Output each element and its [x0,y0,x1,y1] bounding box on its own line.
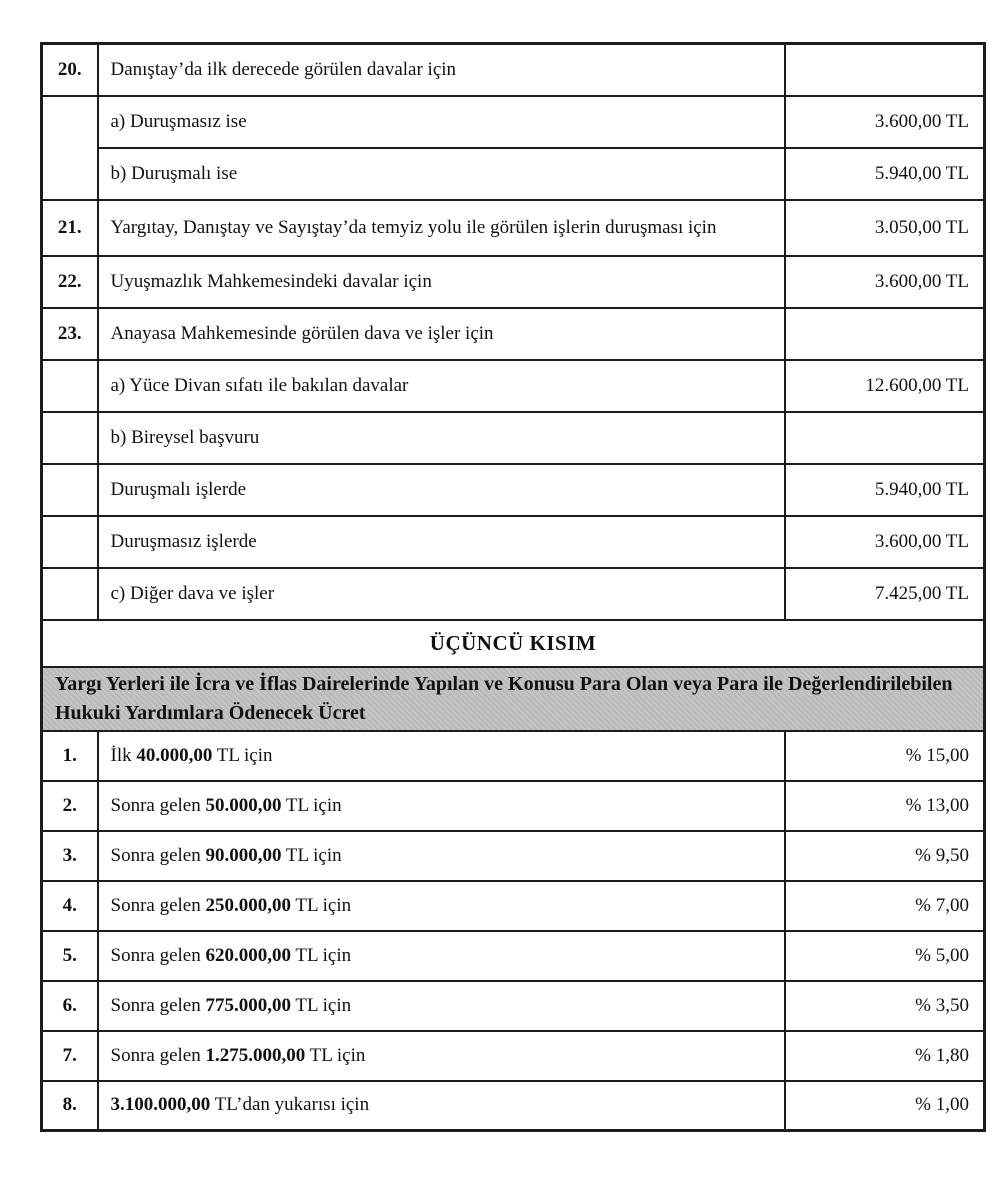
row-amount [785,412,985,464]
row-description: Sonra gelen 1.275.000,00 TL için [98,1031,785,1081]
row-number [42,464,98,516]
row-number [42,412,98,464]
row-amount [785,44,985,96]
row-amount: 3.600,00 TL [785,96,985,148]
row-description: c) Diğer dava ve işler [98,568,785,620]
row-percentage: % 7,00 [785,881,985,931]
row-number: 22. [42,256,98,308]
row-percentage: % 15,00 [785,731,985,781]
row-percentage: % 13,00 [785,781,985,831]
row-number: 7. [42,1031,98,1081]
row-number [42,96,98,200]
row-number [42,360,98,412]
row-number: 6. [42,981,98,1031]
row-percentage: % 3,50 [785,981,985,1031]
row-description: b) Duruşmalı ise [98,148,785,200]
table-row [42,256,985,308]
row-description: 3.100.000,00 TL’dan yukarısı için [98,1081,785,1131]
section-title: ÜÇÜNCÜ KISIM [42,620,985,667]
table-row [42,44,985,96]
table-row [42,1081,985,1131]
row-description: Sonra gelen 620.000,00 TL için [98,931,785,981]
row-number: 4. [42,881,98,931]
row-number: 23. [42,308,98,360]
table-row [42,96,985,148]
fee-tariff-table [40,42,986,1132]
table-row [42,781,985,831]
table-row [42,360,985,412]
row-description: Duruşmasız işlerde [98,516,785,568]
row-number [42,516,98,568]
table-row [42,731,985,781]
row-amount: 3.600,00 TL [785,516,985,568]
row-number: 8. [42,1081,98,1131]
row-percentage: % 1,00 [785,1081,985,1131]
table-row [42,308,985,360]
table-row [42,1031,985,1081]
row-percentage: % 1,80 [785,1031,985,1081]
table-row [42,881,985,931]
row-description: Sonra gelen 250.000,00 TL için [98,881,785,931]
row-amount: 12.600,00 TL [785,360,985,412]
row-number: 5. [42,931,98,981]
row-number [42,568,98,620]
row-percentage: % 9,50 [785,831,985,881]
row-description: Duruşmalı işlerde [98,464,785,516]
row-number: 2. [42,781,98,831]
table-row [42,931,985,981]
section-header-row [42,667,985,731]
row-description: Yargıtay, Danıştay ve Sayıştay’da temyiz yolu ile görülen işlerin duruşması için [98,200,785,256]
row-amount: 3.050,00 TL [785,200,985,256]
row-amount: 5.940,00 TL [785,464,985,516]
row-description: Danıştay’da ilk derecede görülen davalar için [98,44,785,96]
table-row [42,148,985,200]
table-row [42,516,985,568]
table-row [42,831,985,881]
row-number: 21. [42,200,98,256]
row-description: İlk 40.000,00 TL için [98,731,785,781]
row-amount: 3.600,00 TL [785,256,985,308]
row-number: 20. [42,44,98,96]
row-amount: 5.940,00 TL [785,148,985,200]
row-description: Sonra gelen 775.000,00 TL için [98,981,785,1031]
section-title-row [42,620,985,667]
row-description: Anayasa Mahkemesinde görülen dava ve işler için [98,308,785,360]
row-amount: 7.425,00 TL [785,568,985,620]
row-description: Sonra gelen 90.000,00 TL için [98,831,785,881]
table-row [42,200,985,256]
section-header: Yargı Yerleri ile İcra ve İflas Dairelerinde Yapılan ve Konusu Para Olan veya Para ile Değerlendirilebilen Hukuki Yardımlara Ödenecek Ücret [42,667,985,731]
row-amount [785,308,985,360]
table-row [42,568,985,620]
table-row [42,464,985,516]
table-row [42,981,985,1031]
row-number: 1. [42,731,98,781]
row-percentage: % 5,00 [785,931,985,981]
row-description: a) Yüce Divan sıfatı ile bakılan davalar [98,360,785,412]
row-description: b) Bireysel başvuru [98,412,785,464]
table-row [42,412,985,464]
row-description: a) Duruşmasız ise [98,96,785,148]
row-description: Uyuşmazlık Mahkemesindeki davalar için [98,256,785,308]
row-description: Sonra gelen 50.000,00 TL için [98,781,785,831]
row-number: 3. [42,831,98,881]
